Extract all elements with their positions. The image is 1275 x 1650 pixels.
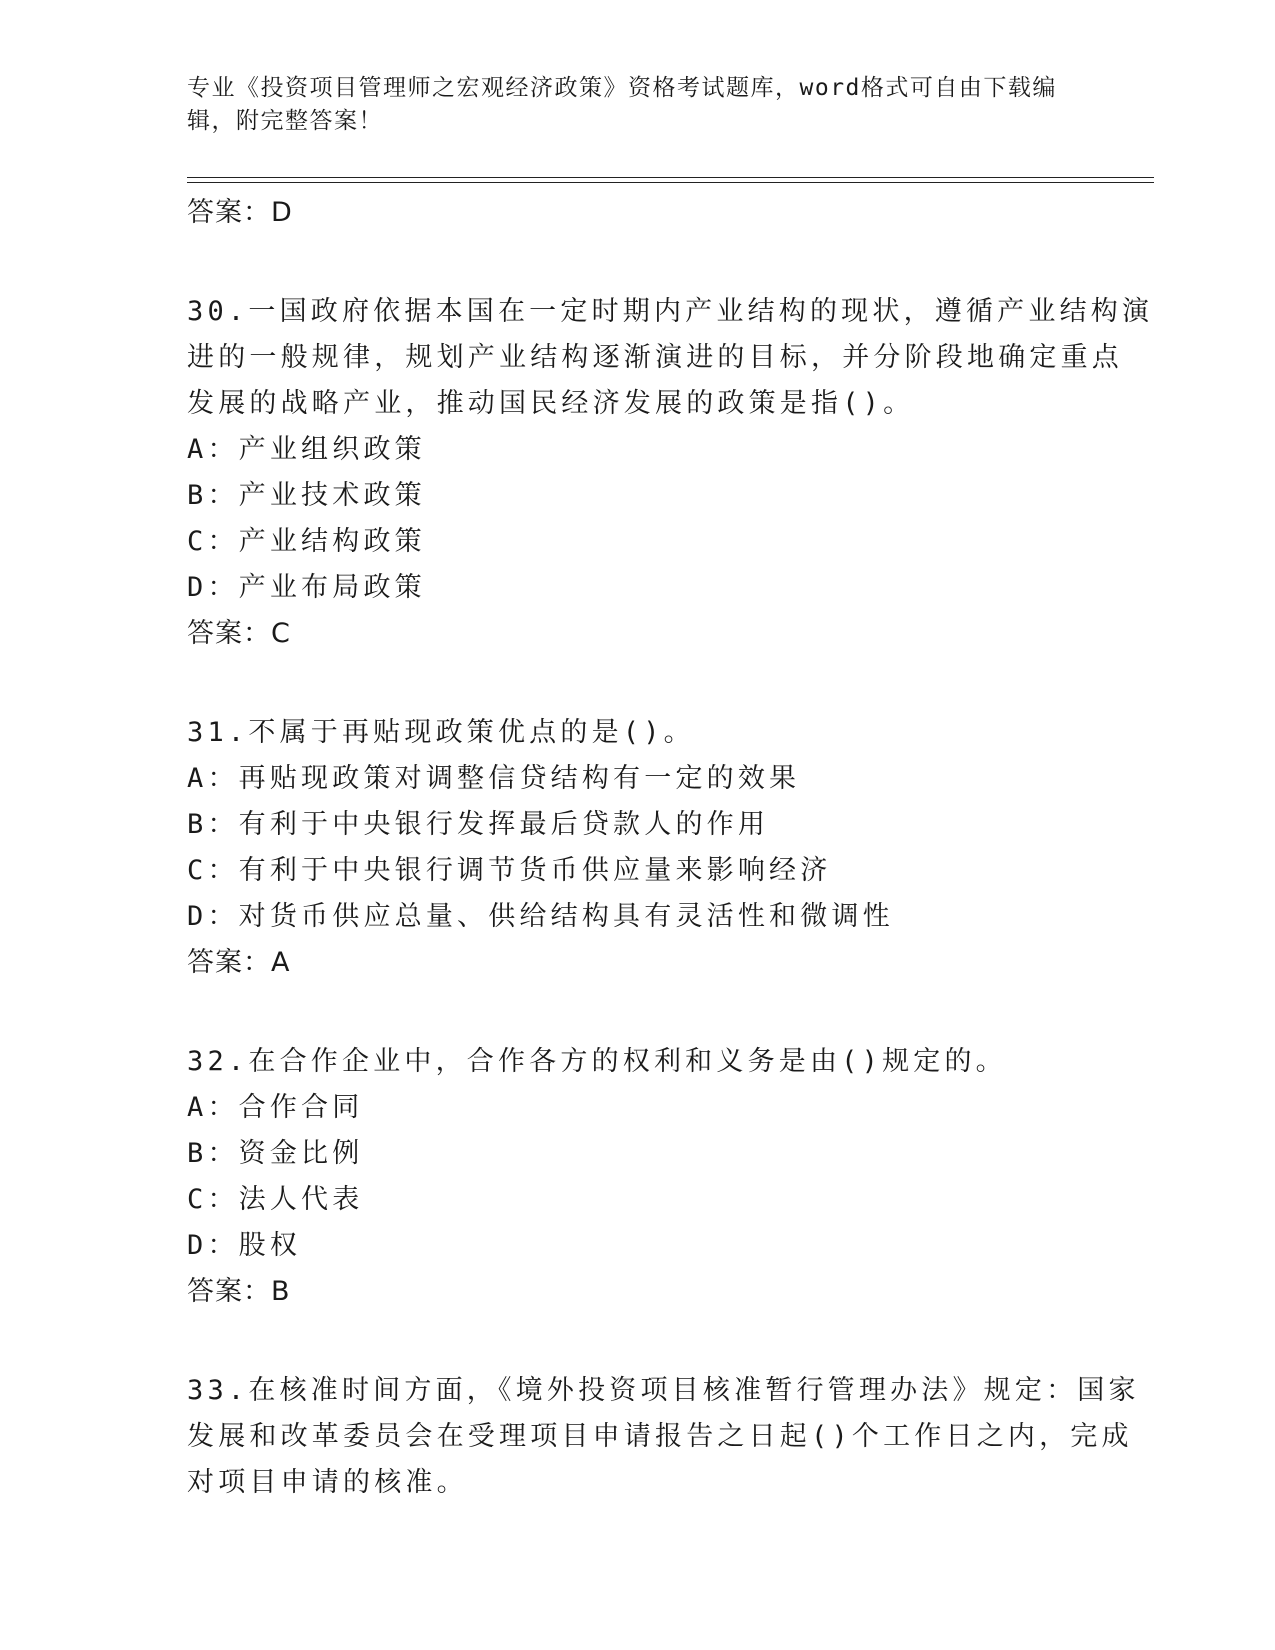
option-b: B：有利于中央银行发挥最后贷款人的作用 [187, 809, 770, 840]
question-text: 33.在核准时间方面，《境外投资项目核准暂行管理办法》规定：国家 [187, 1375, 1140, 1406]
answer-label: 答案：C [187, 618, 291, 649]
option-b: B：产业技术政策 [187, 480, 426, 511]
option-d: D：产业布局政策 [187, 572, 426, 603]
document-header [187, 72, 1067, 138]
header-line-1: 专业《投资项目管理师之宏观经济政策》资格考试题库，word格式可自由下载编 [187, 75, 1057, 101]
question-item [187, 1368, 1140, 1506]
question-item [187, 289, 1154, 657]
option-a: A：再贴现政策对调整信贷结构有一定的效果 [187, 763, 801, 794]
option-c: C：法人代表 [187, 1184, 364, 1215]
question-item [187, 1039, 1087, 1315]
option-d: D：股权 [187, 1230, 302, 1261]
answer-label: 答案：D [187, 197, 293, 228]
question-text: 进的一般规律，规划产业结构逐渐演进的目标，并分阶段地确定重点 [187, 342, 1123, 373]
header-divider-top [187, 177, 1154, 178]
question-text: 发展的战略产业，推动国民经济发展的政策是指()。 [187, 388, 915, 419]
question-list [187, 190, 1154, 1506]
option-a: A：合作合同 [187, 1092, 364, 1123]
answer-label: 答案：B [187, 1276, 291, 1307]
header-divider-bottom [187, 182, 1154, 183]
option-d: D：对货币供应总量、供给结构具有灵活性和微调性 [187, 901, 894, 932]
question-item [187, 710, 1087, 986]
question-text: 30.一国政府依据本国在一定时期内产业结构的现状，遵循产业结构演 [187, 296, 1154, 327]
question-text: 对项目申请的核准。 [187, 1467, 468, 1498]
option-c: C：有利于中央银行调节货币供应量来影响经济 [187, 855, 832, 886]
answer-label: 答案：A [187, 947, 291, 978]
question-text: 31.不属于再贴现政策优点的是()。 [187, 717, 695, 748]
question-text: 发展和改革委员会在受理项目申请报告之日起()个工作日之内，完成 [187, 1421, 1133, 1452]
option-a: A：产业组织政策 [187, 434, 426, 465]
option-c: C：产业结构政策 [187, 526, 426, 557]
option-b: B：资金比例 [187, 1138, 364, 1169]
header-line-2: 辑，附完整答案！ [187, 108, 383, 134]
question-text: 32.在合作企业中，合作各方的权利和义务是由()规定的。 [187, 1046, 1007, 1077]
